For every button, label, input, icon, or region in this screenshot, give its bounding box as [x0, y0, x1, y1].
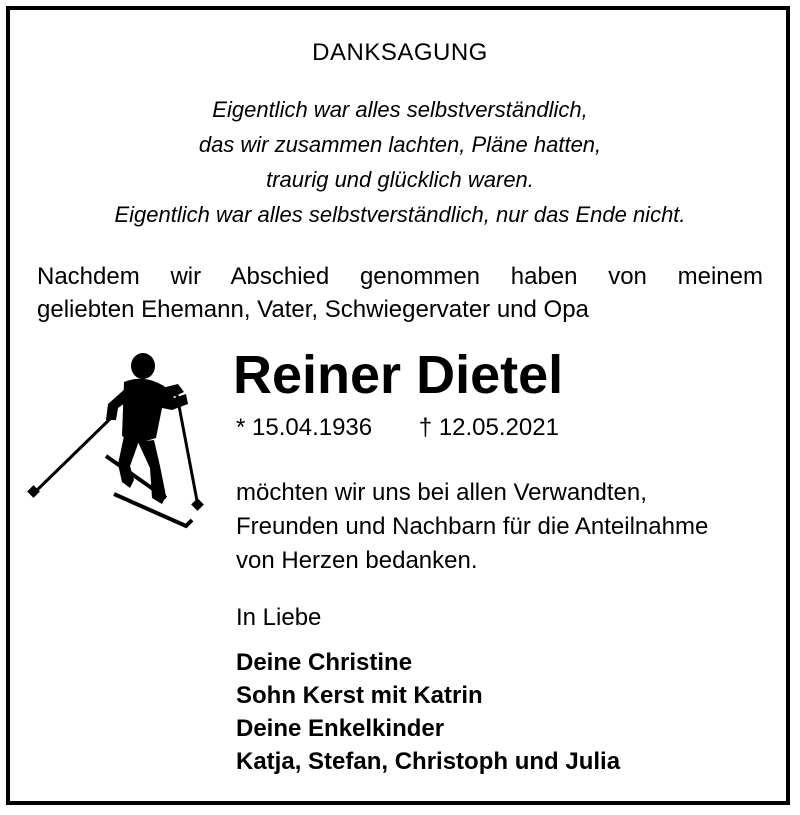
life-dates — [236, 414, 559, 442]
poem — [0, 92, 800, 232]
poem-line: Eigentlich war alles selbstverständlich, nur das Ende nicht. — [114, 202, 686, 227]
signature-line: Deine Christine — [236, 649, 413, 676]
notice-heading: DANKSAGUNG — [312, 39, 488, 66]
poem-line: traurig und glücklich waren. — [266, 167, 534, 192]
signatures — [236, 646, 620, 778]
poem-line: Eigentlich war alles selbstverständlich, — [212, 97, 588, 122]
thanks-line: möchten wir uns bei allen Verwandten, — [236, 479, 647, 506]
intro-line: geliebten Ehemann, Vater, Schwiegervater und Opa — [37, 296, 589, 323]
signature-line: Deine Enkelkinder — [236, 715, 445, 742]
intro-line: Nachdem wir Abschied genommen haben von meinem — [37, 263, 763, 290]
birth-date: * 15.04.1936 — [236, 414, 373, 441]
signature-line: Katja, Stefan, Christoph und Julia — [236, 748, 621, 775]
signature-line: Sohn Kerst mit Katrin — [236, 682, 483, 709]
deceased-name: Reiner Dietel — [233, 345, 564, 405]
closing-phrase: In Liebe — [236, 604, 322, 631]
poem-line: das wir zusammen lachten, Pläne hatten, — [198, 132, 602, 157]
cross-country-skier-icon — [26, 348, 226, 538]
thanks-line: Freunden und Nachbarn für die Anteilnahme — [236, 513, 709, 540]
intro-text — [37, 260, 763, 326]
death-date: † 12.05.2021 — [418, 414, 559, 441]
thanks-text — [236, 476, 708, 578]
thanks-line: von Herzen bedanken. — [236, 547, 478, 574]
